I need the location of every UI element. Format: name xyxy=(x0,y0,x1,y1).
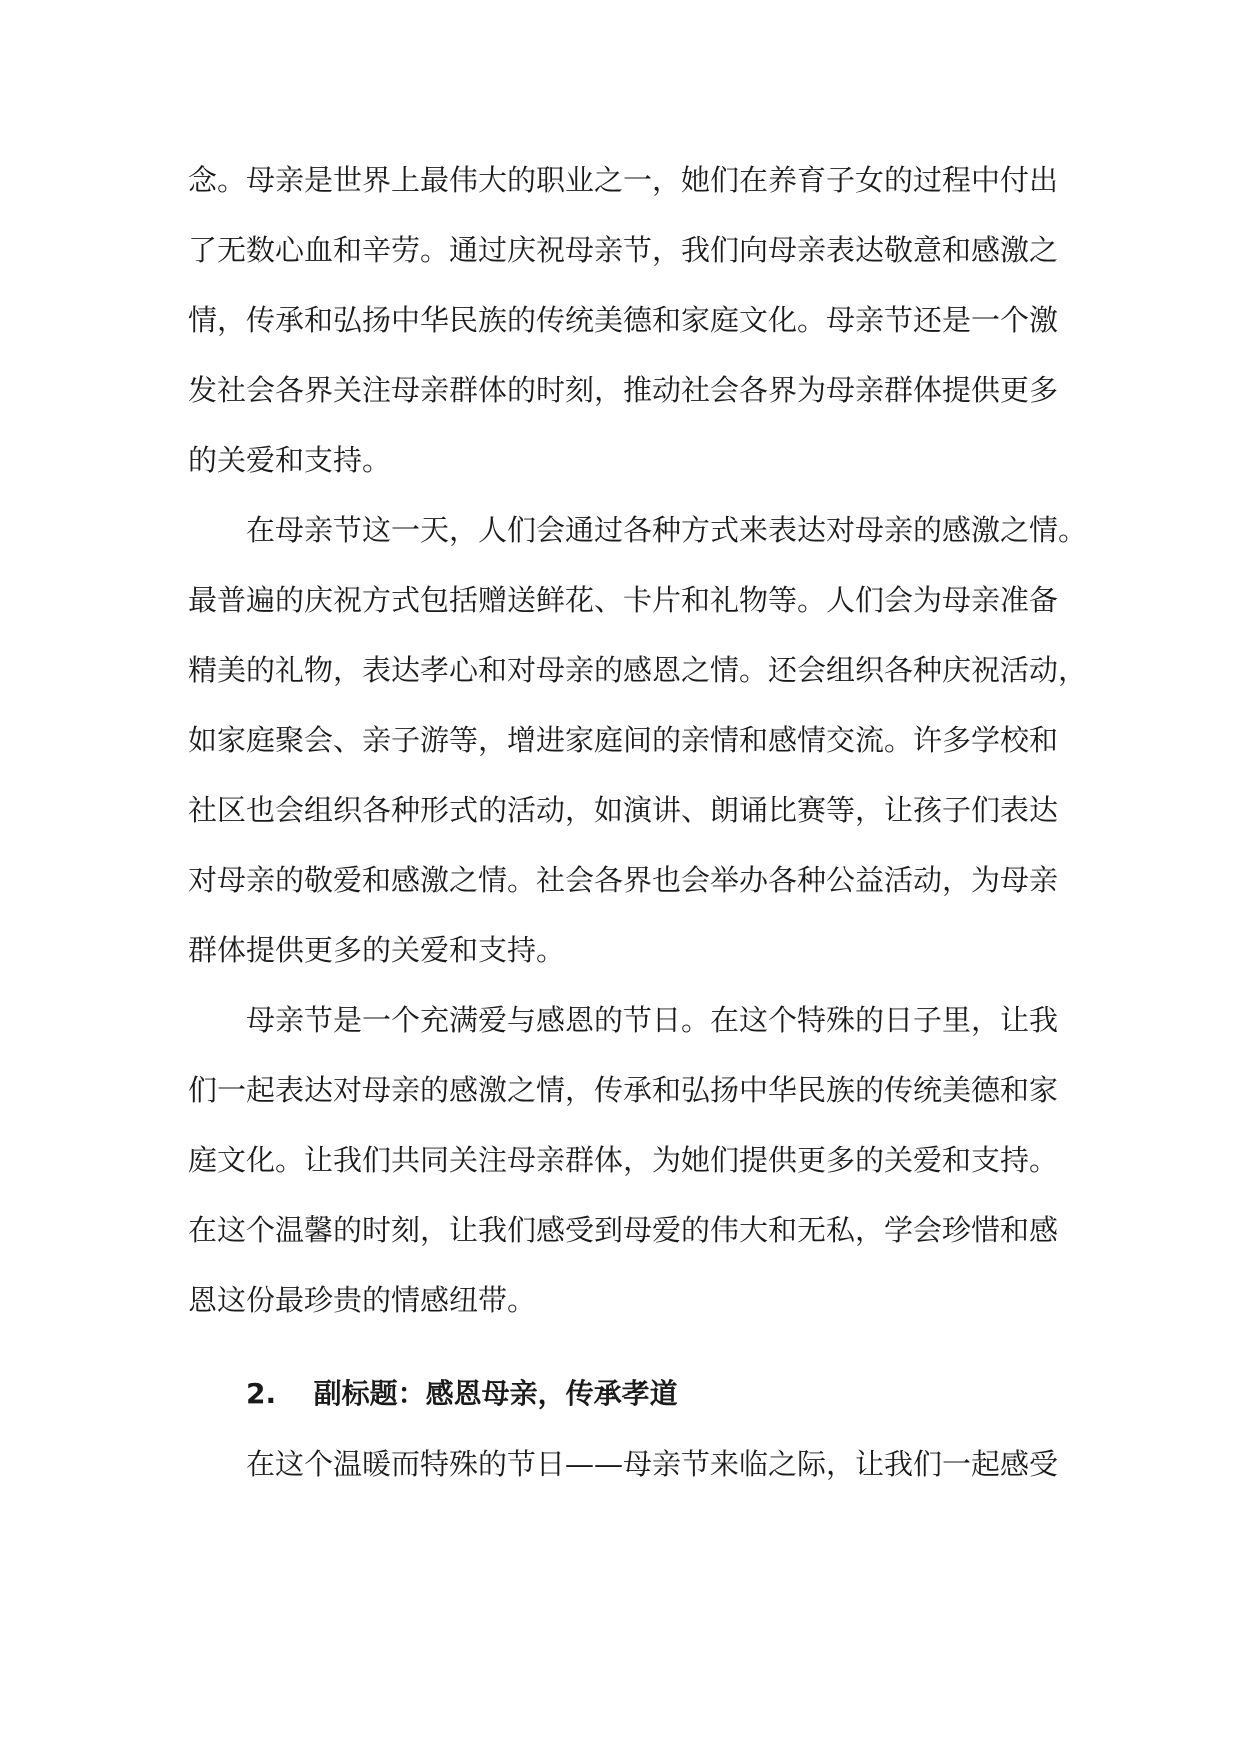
paragraph xyxy=(188,495,1088,985)
text-line: 最普遍的庆祝方式包括赠送鲜花、卡片和礼物等。人们会为母亲准备 xyxy=(188,583,1059,617)
text-line: 群体提供更多的关爱和支持。 xyxy=(188,933,566,967)
paragraph xyxy=(188,1429,1059,1499)
text-line: 在母亲节这一天，人们会通过各种方式来表达对母亲的感激之情。 xyxy=(246,513,1088,547)
text-line: 在这个温暖而特殊的节日——母亲节来临之际，让我们一起感受 xyxy=(246,1447,1059,1481)
text-line: 了无数心血和辛劳。通过庆祝母亲节，我们向母亲表达敬意和感激之 xyxy=(188,233,1059,267)
text-line: 庭文化。让我们共同关注母亲群体，为她们提供更多的关爱和支持。 xyxy=(188,1143,1059,1177)
section-number: 2. xyxy=(246,1377,277,1410)
document-body xyxy=(188,145,1088,1499)
text-line: 恩这份最珍贵的情感纽带。 xyxy=(188,1283,537,1317)
paragraph xyxy=(188,145,1059,495)
paragraph xyxy=(188,985,1059,1335)
text-line: 们一起表达对母亲的感激之情，传承和弘扬中华民族的传统美德和家 xyxy=(188,1073,1059,1107)
text-line: 情，传承和弘扬中华民族的传统美德和家庭文化。母亲节还是一个激 xyxy=(188,303,1059,337)
text-line: 的关爱和支持。 xyxy=(188,443,392,477)
section-title: 副标题：感恩母亲，传承孝道 xyxy=(313,1377,678,1410)
text-line: 母亲节是一个充满爱与感恩的节日。在这个特殊的日子里，让我 xyxy=(246,1003,1059,1037)
section-heading xyxy=(188,1359,1055,1429)
text-line: 念。母亲是世界上最伟大的职业之一，她们在养育子女的过程中付出 xyxy=(188,163,1059,197)
text-line: 如家庭聚会、亲子游等，增进家庭间的亲情和感情交流。许多学校和 xyxy=(188,723,1059,757)
text-line: 精美的礼物，表达孝心和对母亲的感恩之情。还会组织各种庆祝活动， xyxy=(188,653,1088,687)
text-line: 社区也会组织各种形式的活动，如演讲、朗诵比赛等，让孩子们表达 xyxy=(188,793,1059,827)
text-line: 发社会各界关注母亲群体的时刻，推动社会各界为母亲群体提供更多 xyxy=(188,373,1059,407)
text-line: 在这个温馨的时刻，让我们感受到母爱的伟大和无私，学会珍惜和感 xyxy=(188,1213,1059,1247)
text-line: 对母亲的敬爱和感激之情。社会各界也会举办各种公益活动，为母亲 xyxy=(188,863,1059,897)
